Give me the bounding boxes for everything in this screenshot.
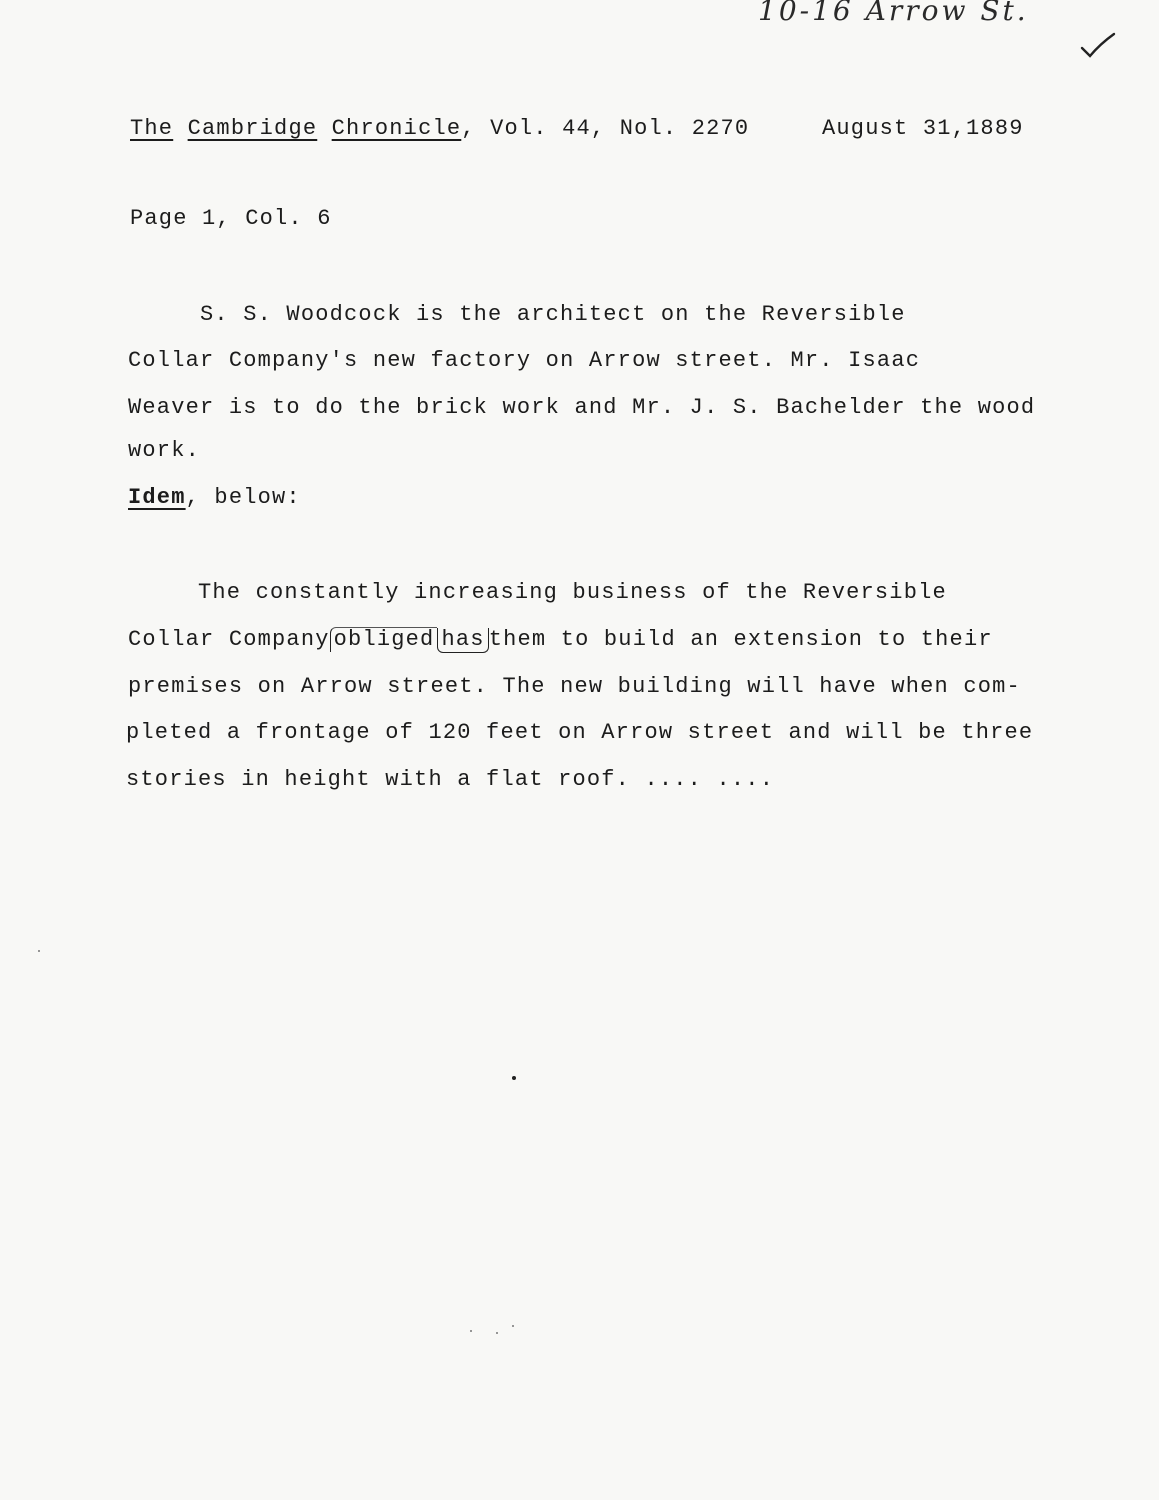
citation-header [130, 116, 749, 141]
page-reference: Page 1, Col. 6 [130, 206, 332, 231]
title-word-the: The [130, 116, 174, 141]
paragraph1-line1: S. S. Woodcock is the architect on the Reversible [200, 302, 906, 327]
scan-speck [512, 1325, 514, 1327]
paragraph2-line5: stories in height with a flat roof. .... .... [126, 767, 775, 792]
paragraph1-line2: Collar Company's new factory on Arrow street. Mr. Isaac [128, 348, 921, 373]
idem-line [128, 485, 301, 510]
paragraph1-line3: Weaver is to do the brick work and Mr. J. S. Bachelder the wood [128, 395, 1036, 420]
paragraph2-line3: premises on Arrow street. The new building will have when com- [128, 674, 1021, 699]
handwritten-address: 10-16 Arrow St. [758, 0, 1029, 27]
edit-obliged: obliged [330, 627, 438, 652]
collar-company-text: Collar Company [128, 627, 330, 652]
edit-has: has [437, 628, 488, 653]
title-word-cambridge: Cambridge [187, 116, 318, 141]
checkmark-icon [1080, 30, 1116, 60]
line2-end-text: them to build an extension to their [488, 627, 993, 652]
idem-rest: , below: [185, 485, 301, 510]
paragraph2-line2 [128, 627, 993, 653]
stray-mark [512, 1076, 516, 1080]
volume-number: , Vol. 44, Nol. 2270 [461, 116, 750, 141]
title-word-chronicle: Chronicle [331, 116, 462, 141]
citation-date: August 31,1889 [822, 116, 1024, 141]
paragraph2-line4: pleted a frontage of 120 feet on Arrow street and will be three [126, 720, 1034, 745]
scan-speck [470, 1330, 472, 1332]
scan-speck [38, 950, 40, 952]
idem-label: Idem [128, 485, 186, 510]
paragraph2-line1: The constantly increasing business of the Reversible [198, 580, 947, 605]
paragraph1-line4: work. [128, 438, 201, 463]
scan-speck [496, 1332, 498, 1334]
